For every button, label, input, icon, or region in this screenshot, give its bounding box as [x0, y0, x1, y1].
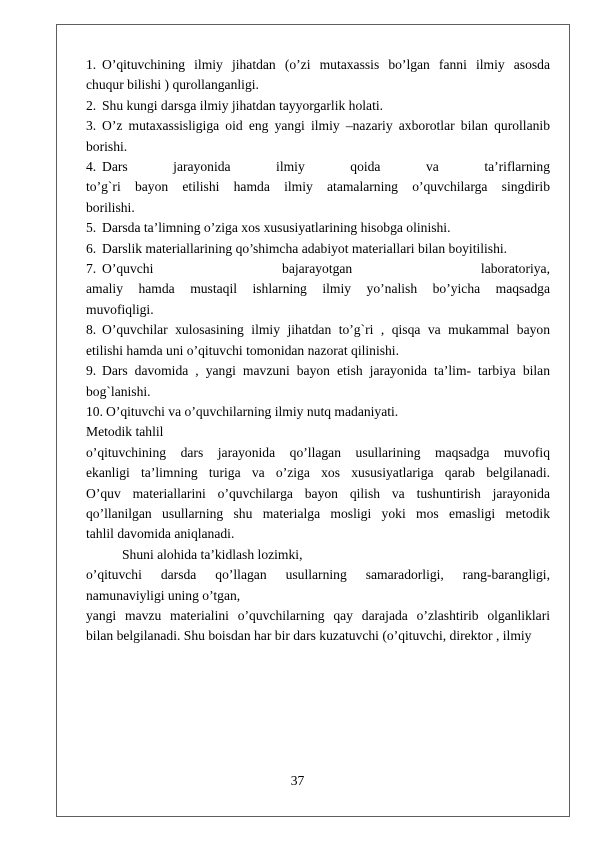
text-line: qo’llanilgan usullarning shu materialga mosligi yoki mos emasligi metodik [86, 505, 550, 521]
list-item-text: Dars jarayonida ilmiy qoida va ta’riflarning [102, 159, 550, 175]
text-line: O’quv materiallarini o’quvchilarga bayon qilish va tushuntirish jarayonida [86, 485, 550, 501]
list-item-line [86, 361, 550, 381]
list-item [86, 96, 550, 116]
section-title: Metodik tahlil [86, 424, 164, 440]
list-item-text: O’quvchilar xulosasining ilmiy jihatdan to’g`ri , qisqa va mukammal bayon [102, 322, 550, 338]
list-item-line [86, 116, 550, 136]
list-item-text: Shu kungi darsga ilmiy jihatdan tayyorgarlik holati. [102, 97, 384, 113]
list-item-line: borishi. [86, 138, 128, 154]
list-number: 3. [86, 118, 97, 134]
text-line: tahlil davomida aniqlanadi. [86, 526, 235, 542]
list-item-line [86, 402, 550, 422]
list-item-line: etilishi hamda uni o’qituvchi tomonidan nazorat qilinishi. [86, 342, 399, 358]
list-number: 5. [86, 220, 97, 236]
paragraph-metodik-tahlil [86, 443, 550, 545]
list-item-line [86, 320, 550, 340]
list-item [86, 361, 550, 402]
list-number: 2. [86, 97, 97, 113]
list-item-line: bog`lanishi. [86, 383, 151, 399]
list-item-line: chuqur bilishi ) qurollanganligi. [86, 77, 259, 93]
list-number: 6. [86, 240, 97, 256]
list-item-text: O’z mutaxassisligiga oid eng yangi ilmiy –nazariy axborotlar bilan qurollanib [102, 118, 550, 134]
list-item-text: O’qituvchi va o’quvchilarning ilmiy nutq madaniyati. [106, 403, 399, 419]
text-line: bilan belgilanadi. Shu boisdan har bir dars kuzatuvchi (o’qituvchi, direktor , ilmiy [86, 628, 532, 644]
list-item-text: O’qituvchining ilmiy jihatdan (o’zi mutaxassis bo’lgan fanni ilmiy asosda [102, 57, 550, 72]
list-item [86, 116, 550, 157]
list-item [86, 218, 550, 238]
list-item-line [86, 157, 550, 177]
list-item-line [86, 259, 550, 279]
list-item-line: to’g`ri bayon etilishi hamda ilmiy atamalarning o’quvchilarga singdirib [86, 179, 550, 195]
list-item-line [86, 239, 550, 259]
list-number: 8. [86, 322, 97, 338]
list-item [86, 320, 550, 361]
list-item-line: borilishi. [86, 199, 135, 215]
list-item-line: muvofiqligi. [86, 301, 154, 317]
text-line: o’qituvchi darsda qo’llagan usullarning samaradorligi, rang-barangligi, [86, 567, 550, 583]
list-item-line [86, 96, 550, 116]
list-item-text: Dars davomida , yangi mavzuni bayon etish jarayonida ta’lim- tarbiya bilan [102, 363, 550, 379]
list-item-text: Darslik materiallarining qo’shimcha adabiyot materiallari bilan boyitilishi. [102, 240, 508, 256]
list-item [86, 259, 550, 320]
criteria-list [86, 55, 550, 422]
list-item-text: Darsda ta’limning o’ziga xos xususiyatlarining hisobga olinishi. [102, 220, 451, 236]
list-item-line: amaliy hamda mustaqil ishlarning ilmiy yo’nalish bo’yicha maqsadga [86, 281, 550, 297]
list-item [86, 157, 550, 218]
list-item [86, 55, 550, 96]
list-item [86, 239, 550, 259]
list-item-line [86, 55, 550, 75]
list-item-line [86, 218, 550, 238]
list-number: 1. [86, 57, 97, 72]
page-content [86, 55, 550, 647]
text-line: o’qituvchining dars jarayonida qo’llagan usullarining maqsadga muvofiq [86, 444, 550, 460]
page-number: 37 [290, 773, 305, 788]
paragraph-shuni [86, 545, 550, 647]
text-line: yangi mavzu materialini o’quvchilarning qay darajada o’zlashtirib olganliklari [86, 607, 550, 623]
list-item-text: O’quvchi bajarayotgan laboratoriya, [102, 261, 550, 277]
text-line: ekanligi ta’limning turiga va o’ziga xos xususiyatlariga qarab belgilanadi. [86, 465, 550, 481]
list-number: 4. [86, 159, 97, 175]
text-line: namunaviyligi uning o’tgan, [86, 587, 241, 603]
list-number: 7. [86, 261, 97, 277]
list-number: 10. [86, 403, 103, 419]
list-number: 9. [86, 363, 97, 379]
text-line: Shuni alohida ta’kidlash lozimki, [122, 546, 303, 562]
list-item [86, 402, 550, 422]
